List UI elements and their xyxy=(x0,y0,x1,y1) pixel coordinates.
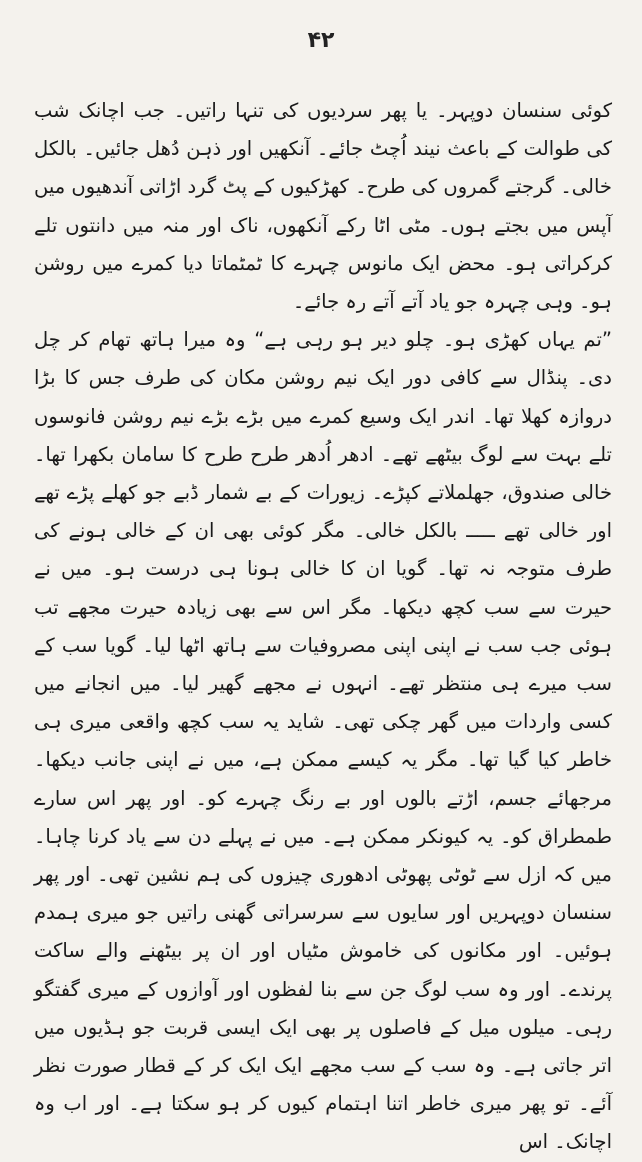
page-number: ۴۲ xyxy=(307,28,335,53)
body-text xyxy=(34,92,612,1162)
paragraph: ”تم یہاں کھڑی ہو۔ چلو دیر ہو رہی ہے“ وہ میرا ہاتھ تھام کر چل دی۔ پنڈال سے کافی دور ایک نیم روشن مکان کی طرف جس کا بڑا دروازہ کھلا تھا۔ اندر ایک وسیع کمرے میں بڑے بڑے نیم روشن فانوسوں تلے بہت سے لوگ بیٹھے تھے۔ ادھر اُدھر طرح طرح کا سامان بکھرا تھا۔ خالی صندوق، جھلملاتے کپڑے۔ زیورات کے بے شمار ڈبے جو کھلے پڑے تھے اور خالی تھے ـــــ بالکل خالی۔ مگر کوئی بھی ان کے خالی ہونے کی طرف متوجہ نہ تھا۔ گویا ان کا خالی ہونا ہی درست ہو۔ میں نے حیرت سے سب کچھ دیکھا۔ مگر اس سے بھی زیادہ حیرت مجھے تب ہوئی جب سب نے اپنی اپنی مصروفیات سے ہاتھ اٹھا لیا۔ گویا سب کے سب میرے ہی منتظر تھے۔ انہوں نے مجھے گھیر لیا۔ میں انجانے میں کسی واردات میں گھر چکی تھی۔ شاید یہ سب کچھ واقعی میری ہی خاطر کیا گیا تھا۔ مگر یہ کیسے ممکن ہے، میں نے اپنی جانب دیکھا۔ مرجھائے جسم، اڑتے بالوں اور بے رنگ چہرے کو۔ اور پھر اس سارے طمطراق کو۔ یہ کیونکر ممکن ہے۔ میں نے پہلے دن سے یاد کرنا چاہا۔ میں کہ ازل سے ٹوٹی پھوٹی ادھوری چیزوں کی ہم نشین تھی۔ اور پھر سنسان دوپہریں اور سایوں سے سرسراتی گھنی راتیں جو میری ہمدم ہوئیں۔ اور مکانوں کی خاموش مٹیاں اور ان پر بیٹھنے والے ساکت پرندے۔ اور وہ سب لوگ جن سے بنا لفظوں اور آوازوں کے میری گفتگو رہی۔ میلوں میل کے فاصلوں پر بھی ایک ایسی قربت جو ہڈیوں میں اتر جاتی ہے۔ وہ سب کے سب مجھے ایک ایک کر کے قطار صورت نظر آئے۔ تو پھر میری خاطر اتنا اہتمام کیوں کر ہو سکتا ہے۔ اور اب وہ اچانک۔ اس xyxy=(34,328,612,1154)
paragraph: کوئی سنسان دوپہر۔ یا پھر سردیوں کی تنہا راتیں۔ جب اچانک شب کی طوالت کے باعث نیند اُچٹ جائے۔ آنکھیں اور ذہن دُھل جائیں۔ بالکل خالی۔ گرجتے گمروں کی طرح۔ کھڑکیوں کے پٹ گرد اڑاتی آندھیوں میں آپس میں بجتے ہوں۔ مٹی اٹا رکے آنکھوں، ناک اور منہ میں دانتوں تلے کرکراتی ہو۔ محض ایک مانوس چہرے کا ٹمٹماتا دیا کمرے میں روشن ہو۔ وہی چہرہ جو یاد آتے آتے رہ جائے۔ xyxy=(34,99,612,314)
